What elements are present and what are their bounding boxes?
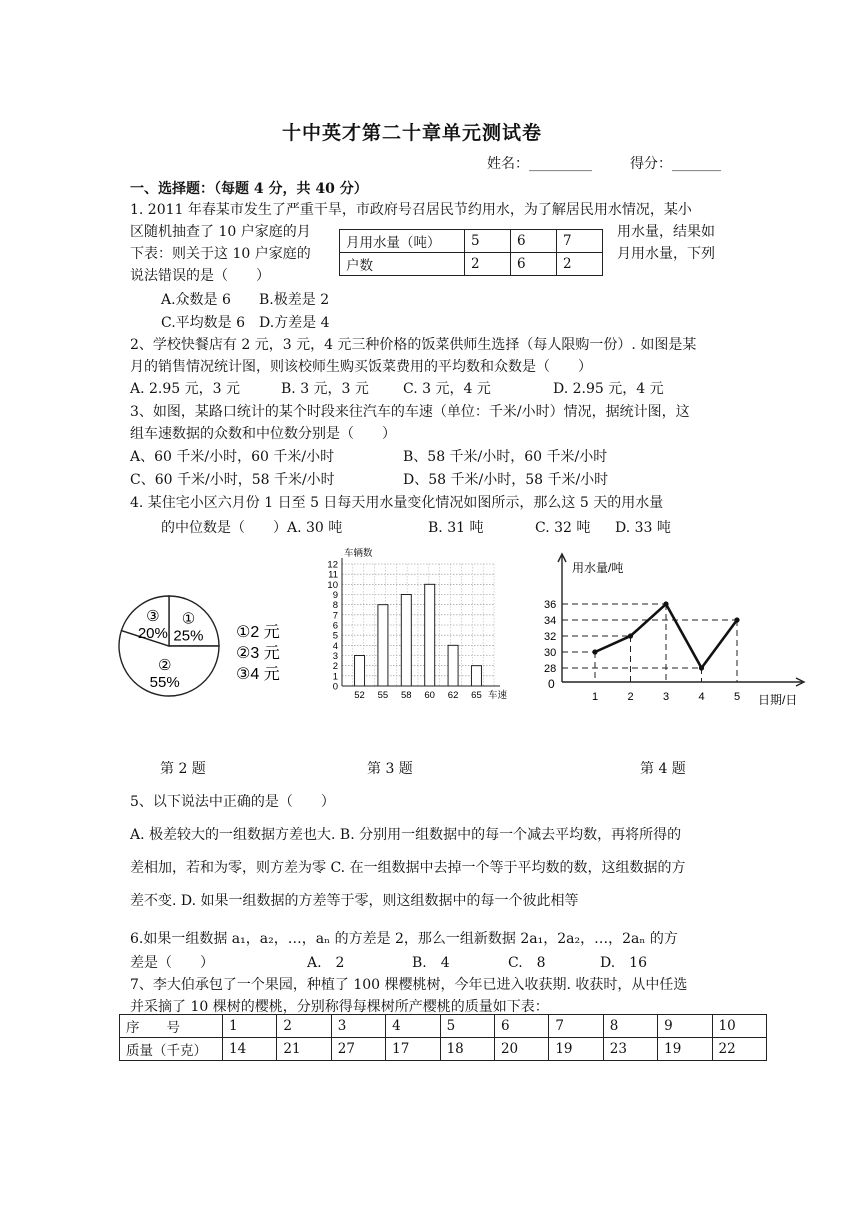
q1-line2-right: 用水量，结果如 <box>617 224 715 240</box>
bar <box>355 656 365 687</box>
q4-line2: 的中位数是（ ）A. 30 吨 <box>161 520 343 536</box>
table-cell: 10 <box>712 1015 766 1038</box>
y-tick-label: 2 <box>332 661 338 673</box>
data-point <box>628 633 633 638</box>
table-cell: 14 <box>223 1038 277 1061</box>
q1-line2-left: 区随机抽查了 10 户家庭的月 <box>130 224 311 240</box>
q6-line1: 6.如果一组数据 a₁，a₂，…，aₙ 的方差是 2，那么一组新数据 2a₁，2a₂，…，2aₙ 的方 <box>130 931 678 947</box>
pie-legend-item: ①2 元 <box>236 624 280 641</box>
data-point <box>663 601 668 606</box>
q6-option-a: A. 2 <box>307 955 345 971</box>
x-tick-label: 62 <box>447 690 459 701</box>
table-cell: 6 <box>511 230 557 253</box>
q2-option-a: A. 2.95 元，3 元 <box>130 381 240 397</box>
x-tick-label: 65 <box>471 690 482 701</box>
bar-chart <box>318 546 518 706</box>
table-row <box>120 1015 767 1038</box>
x-axis-label: 车速 <box>488 690 508 701</box>
table-cell: 7 <box>557 230 603 253</box>
q1-line3-left: 下表：则关于这 10 户家庭的 <box>130 246 311 262</box>
table-cell: 5 <box>465 230 511 253</box>
pie-legend-item: ②3 元 <box>236 645 280 662</box>
table-row <box>340 253 603 276</box>
y-tick-label: 10 <box>327 579 338 591</box>
q4-option-d: D. 33 吨 <box>615 520 671 536</box>
q5-line1: 5、以下说法中正确的是（ ） <box>130 794 335 810</box>
q1-line1: 1. 2011 年春某市发生了严重干旱，市政府号召居民节约用水，为了解居民用水情况，某小 <box>130 202 692 218</box>
y-axis-label: 车辆数 <box>344 548 373 559</box>
q7-line1: 7、李大伯承包了一个果园，种植了 100 棵樱桃树，今年已进入收获期. 收获时，从中任选 <box>130 977 688 993</box>
table-cell: 18 <box>440 1038 494 1061</box>
caption-q4: 第 4 题 <box>640 761 686 777</box>
y-tick-label: 5 <box>332 630 338 642</box>
data-point <box>734 617 739 622</box>
table-cell: 5 <box>440 1015 494 1038</box>
x-tick-label: 58 <box>401 690 412 701</box>
caption-q3: 第 3 题 <box>367 761 413 777</box>
table-row <box>120 1038 767 1061</box>
q3-option-c: C、60 千米/小时，58 千米/小时 <box>130 472 335 488</box>
q2-option-b: B. 3 元，3 元 <box>281 381 369 397</box>
score-field-label: 得分：_______ <box>630 156 721 172</box>
q3-option-d: D、58 千米/小时，58 千米/小时 <box>403 472 609 488</box>
table-cell: 23 <box>603 1038 657 1061</box>
bar <box>425 584 435 686</box>
q1-option-b: B.极差是 2 <box>259 292 330 308</box>
q1-line3-right: 月用水量，下列 <box>617 246 715 262</box>
table-cell: 21 <box>277 1038 331 1061</box>
q3-option-b: B、58 千米/小时，60 千米/小时 <box>403 449 608 465</box>
x-tick-label: 52 <box>354 690 365 701</box>
q6-option-b: B. 4 <box>412 955 450 971</box>
table-row <box>340 230 603 253</box>
y-tick-label: 32 <box>544 631 557 643</box>
q7-cherry-table <box>119 1014 767 1061</box>
q3-line1: 3、如图，某路口统计的某个时段来往汽车的车速（单位：千米/小时）情况，据统计图，这 <box>130 404 690 420</box>
y-tick-label: 9 <box>332 590 338 601</box>
bar <box>378 605 388 686</box>
x-tick-label: 5 <box>734 691 741 703</box>
table-cell: 4 <box>386 1015 440 1038</box>
table-cell: 2 <box>465 253 511 276</box>
pie-legend-item: ③4 元 <box>236 666 280 683</box>
x-tick-label: 4 <box>698 691 705 703</box>
table-cell: 20 <box>494 1038 548 1061</box>
table-cell: 2 <box>277 1015 331 1038</box>
q2-line2: 月的销售情况统计图，则该校师生购买饭菜费用的平均数和众数是（ ） <box>130 359 592 375</box>
table-cell: 17 <box>386 1038 440 1061</box>
y-tick-label: 11 <box>328 569 338 581</box>
y-tick-label: 0 <box>332 681 338 693</box>
q5-line4: 差不变. D. 如果一组数据的方差等于零，则这组数据中的每一个彼此相等 <box>130 893 579 909</box>
table-cell: 8 <box>603 1015 657 1038</box>
q6-option-d: D. 16 <box>600 955 647 971</box>
y-tick-label: 36 <box>544 599 557 611</box>
y-tick-label: 7 <box>332 610 338 622</box>
q4-option-b: B. 31 吨 <box>428 520 484 536</box>
q1-option-d: D.方差是 4 <box>259 315 330 331</box>
x-tick-label: 55 <box>377 690 389 701</box>
line-chart <box>540 552 810 712</box>
table-cell: 6 <box>511 253 557 276</box>
table-cell: 6 <box>494 1015 548 1038</box>
pie-slice-number: ② <box>157 657 172 675</box>
q3-option-a: A、60 千米/小时，60 千米/小时 <box>130 449 335 465</box>
y-tick-label: 34 <box>544 615 557 627</box>
table-cell: 2 <box>557 253 603 276</box>
q5-line3: 差相加，若和为零，则方差为零 C. 在一组数据中去掉一个等于平均数的数，这组数据的方 <box>130 860 686 876</box>
y-tick-label: 28 <box>544 663 557 675</box>
table-cell: 7 <box>549 1015 603 1038</box>
y-tick-label: 3 <box>332 651 338 662</box>
bar <box>448 645 458 686</box>
pie-chart <box>112 590 312 706</box>
table-cell: 1 <box>223 1015 277 1038</box>
q2-line1: 2、学校快餐店有 2 元，3 元，4 元三种价格的饭菜供师生选择（每人限购一份）. 如图是某 <box>130 337 697 353</box>
y-tick-label: 6 <box>332 620 338 632</box>
name-field-label: 姓名：_________ <box>487 156 592 172</box>
x-tick-label: 60 <box>424 690 435 701</box>
origin-label: 0 <box>548 677 555 691</box>
q1-line4-left: 说法错误的是（ ） <box>130 268 270 284</box>
q1-option-c: C.平均数是 6 <box>161 315 246 331</box>
q4-line1: 4. 某住宅小区六月份 1 日至 5 日每天用水量变化情况如图所示，那么这 5 天的用水量 <box>130 495 664 511</box>
q7-line2: 并采摘了 10 棵树的樱桃，分别称得每棵树所产樱桃的质量如下表： <box>130 999 549 1015</box>
y-tick-label: 1 <box>332 671 338 683</box>
x-tick-label: 2 <box>627 691 634 703</box>
section-heading: 一、选择题：（每题 4 分，共 40 分） <box>130 181 368 197</box>
q6-line2: 差是（ ） <box>130 955 214 971</box>
page-title: 十中英才第二十章单元测试卷 <box>282 122 543 144</box>
y-axis-label: 用水量/吨 <box>572 561 624 575</box>
table-cell: 3 <box>331 1015 385 1038</box>
q3-line2: 组车速数据的众数和中位数分别是（ ） <box>130 426 396 442</box>
pie-slice-label: 20% <box>137 624 168 642</box>
pie-slice-label: 25% <box>173 627 204 645</box>
x-tick-label: 3 <box>663 691 670 703</box>
pie-slice-label: 55% <box>149 674 180 692</box>
q4-option-c: C. 32 吨 <box>535 520 591 536</box>
table-cell: 月用水量（吨） <box>340 230 465 253</box>
y-tick-label: 8 <box>332 600 338 612</box>
table-cell: 27 <box>331 1038 385 1061</box>
table-cell: 19 <box>658 1038 712 1061</box>
x-axis-label: 日期/日 <box>758 693 798 707</box>
q1-water-table <box>339 229 603 276</box>
y-tick-label: 30 <box>544 647 557 659</box>
caption-q2: 第 2 题 <box>160 761 206 777</box>
q2-option-c: C. 3 元，4 元 <box>403 381 491 397</box>
y-tick-label: 12 <box>327 559 338 571</box>
y-tick-label: 4 <box>332 640 338 652</box>
table-cell: 22 <box>712 1038 766 1061</box>
bar <box>401 595 411 687</box>
table-cell: 19 <box>549 1038 603 1061</box>
q6-option-c: C. 8 <box>508 955 546 971</box>
data-point <box>592 649 597 654</box>
q5-line2: A. 极差较大的一组数据方差也大. B. 分别用一组数据中的每一个减去平均数，再将所得的 <box>130 827 682 843</box>
table-cell: 序 号 <box>120 1015 223 1038</box>
q1-option-a: A.众数是 6 <box>161 292 231 308</box>
q2-option-d: D. 2.95 元，4 元 <box>553 381 664 397</box>
table-cell: 9 <box>658 1015 712 1038</box>
data-point <box>699 665 704 670</box>
table-cell: 质量（千克） <box>120 1038 223 1061</box>
x-tick-label: 1 <box>592 691 599 703</box>
pie-slice-number: ① <box>181 610 196 628</box>
bar <box>471 666 481 686</box>
table-cell: 户数 <box>340 253 465 276</box>
pie-slice-number: ③ <box>146 607 160 625</box>
